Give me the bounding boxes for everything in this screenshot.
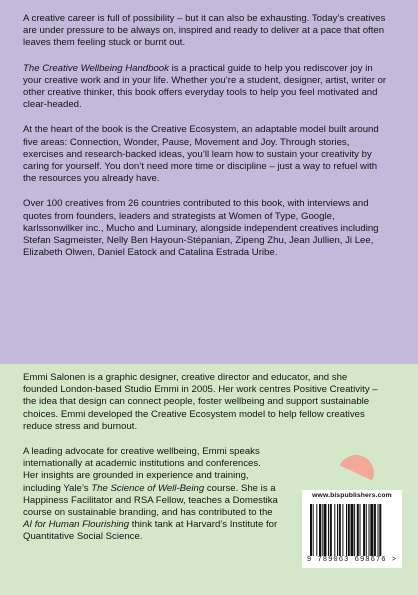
blurb-p2-text: is a practical guide to help you rediscover joy in your creative work and in your life. Whether you’re a student, designer, artist, writer or other creative thinker, this book offers everyday tools to help you feel motivated and clear-headed. xyxy=(23,62,387,111)
blurb-p3-text: At the heart of the book is the Creative Ecosystem, an adaptable model built around five areas: Connection, Wonder, Pause, Movement and Joy. Through stories, exercises and research-backed ideas, you’ll learn how to sustain your creativity by caring for yourself. You don’t need more time or discipline – just a way to refuel with the resources you already have. xyxy=(23,124,379,185)
blurb-text xyxy=(23,13,389,272)
author-paragraph-2 xyxy=(23,446,278,544)
author-p2-text-c: think tank at Harvard’s Institute for Quantitative Social Science. xyxy=(23,519,278,543)
blurb-p1-text: A creative career is full of possibility – but it can also be exhausting. Today’s creatives are under pressure to be always on, inspired and ready to deliver at a pace that often leaves them feeling stuck or burnt out. xyxy=(23,13,386,49)
book-title: The Creative Wellbeing Handbook xyxy=(23,62,169,74)
course-title: The Science of Well-Being xyxy=(91,482,205,494)
blurb-paragraph-1 xyxy=(23,13,389,50)
publisher-url: www.bispublishers.com xyxy=(312,492,392,499)
blurb-p4-text: Over 100 creatives from 26 countries contributed to this book, with interviews and quotes from founders, leaders and strategists at Women of Type, Google, karlssonwilker inc., Mucho and Luminary, alongside independent creatives including Stefan Sagmeister, Nelly Ben Hayoun-Stépanian, Zipeng Zhu, Jean Jullien, Ji Lee, Elizabeth Olwen, Daniel Eatock and Catalina Estrada Uribe. xyxy=(23,198,379,259)
author-p2-text-a: A leading advocate for creative wellbeing, Emmi speaks internationally at academic institutions and conferences. Her insights are grounded in experience and training, including Yale’s xyxy=(23,446,261,494)
project-title: AI for Human Flourishing xyxy=(23,519,130,531)
author-name: Emmi Salonen xyxy=(23,372,86,383)
blurb-paragraph-2 xyxy=(23,63,389,112)
blurb-paragraph-3 xyxy=(23,124,389,185)
blurb-paragraph-4 xyxy=(23,198,389,259)
barcode-block xyxy=(302,490,402,568)
author-p1-text: is a graphic designer, creative director and educator, and she founded London-based Studio Emmi in 2005. Her work centres Positive Creativity – the idea that design can connect people, foster wellbeing and support sustainable choices. Emmi developed the Creative Ecosystem model to help fellow creatives reduce stress and burnout. xyxy=(23,372,378,432)
barcode-icon xyxy=(308,504,396,556)
isbn-digits: 9 789063 698676 > xyxy=(306,556,398,564)
author-p2-text-b: course. She is a Happiness Facilitator and RSA Fellow, teaches a Domestika course on sustainable branding, and has contributed to the xyxy=(23,482,278,519)
author-paragraph-1 xyxy=(23,372,383,433)
